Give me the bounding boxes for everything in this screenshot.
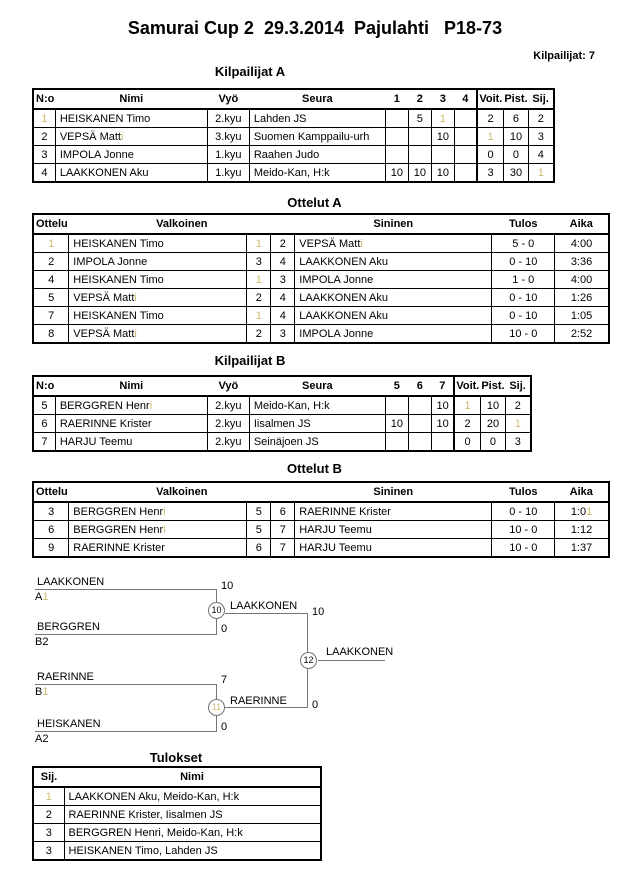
section-title-ottelut-a: Ottelut A: [287, 195, 342, 210]
cell: 10: [503, 128, 528, 146]
faint-text: 1: [255, 273, 262, 286]
section-title-kilpailijat-a: Kilpailijat A: [214, 64, 286, 79]
cell: 5: [247, 521, 271, 539]
cell: 10 - 0: [492, 325, 555, 344]
cell: 4:00: [555, 271, 609, 289]
column-header: Nimi: [55, 376, 207, 396]
competitors-count: Kilpailijat: 7: [533, 50, 595, 62]
cell: LAAKKONEN Aku: [295, 289, 492, 307]
column-header: Sij.: [506, 376, 531, 396]
cell: 3: [33, 824, 64, 842]
cell: 2.kyu: [207, 433, 249, 452]
cell: 9: [33, 539, 69, 558]
table-row: [33, 824, 321, 842]
cell: 4: [271, 289, 295, 307]
column-header: Aika: [555, 214, 609, 234]
column-header: Aika: [555, 482, 609, 502]
bracket-player-name: RAERINNE: [37, 671, 94, 683]
cell: 4: [529, 146, 554, 164]
faint-text: 1: [45, 790, 52, 803]
cell: 3: [33, 502, 69, 521]
bracket-match-number: 12: [300, 652, 317, 669]
bracket-player-name: BERGGREN: [37, 621, 100, 633]
cell: 10: [385, 415, 408, 433]
cell: 2.kyu: [207, 396, 249, 415]
cell: 5: [33, 396, 55, 415]
cell: 7: [271, 521, 295, 539]
cell: 4: [271, 307, 295, 325]
faint-text: 1: [586, 505, 593, 518]
cell: 2: [529, 109, 554, 128]
bracket-line: [35, 634, 217, 635]
cell: HARJU Teemu: [295, 521, 492, 539]
bracket-match-number: [208, 699, 225, 716]
cell: 7: [33, 307, 69, 325]
cell: 5: [247, 502, 271, 521]
table-row: [33, 806, 321, 824]
cell: 3: [477, 164, 503, 183]
bracket-match-number: 10: [208, 602, 225, 619]
cell: 4:00: [555, 234, 609, 253]
cell: 4: [33, 164, 55, 183]
cell: BERGGREN Henri, Meido-Kan, H:k: [64, 824, 321, 842]
cell: 4: [271, 253, 295, 271]
cell: 0: [480, 433, 505, 452]
cell: 2.kyu: [207, 109, 249, 128]
cell: Seinäjoen JS: [249, 433, 385, 452]
bracket-seed-label: B2: [35, 636, 49, 648]
cell: 6: [247, 539, 271, 558]
cell: VEPSÄ Matti: [55, 128, 207, 146]
cell: BERGGREN Henri: [69, 502, 247, 521]
cell: 2: [247, 325, 271, 344]
cell: LAAKKONEN Aku, Meido-Kan, H:k: [64, 787, 321, 806]
faint-text: i: [149, 399, 153, 412]
bracket-line: [35, 731, 217, 732]
cell: 1.kyu: [207, 146, 249, 164]
cell: 10: [431, 396, 454, 415]
section-title-tulokset: Tulokset: [149, 750, 203, 765]
cell: Raahen Judo: [249, 146, 385, 164]
cell: 0: [477, 146, 503, 164]
cell: 0: [503, 146, 528, 164]
column-header: 1: [385, 89, 408, 109]
faint-text: 11: [211, 702, 222, 712]
cell: 5: [408, 109, 431, 128]
column-header: 2: [408, 89, 431, 109]
column-header: Seura: [249, 376, 385, 396]
cell: 3: [529, 128, 554, 146]
column-header: Vyö: [207, 376, 249, 396]
cell: 2: [33, 253, 69, 271]
faint-text: 1: [255, 309, 262, 322]
column-header: 3: [431, 89, 454, 109]
cell: 1:12: [555, 521, 609, 539]
bracket-line: [318, 660, 385, 661]
faint-text: i: [360, 237, 363, 250]
bracket-seed-label: B1: [35, 686, 49, 698]
column-header: Sininen: [295, 214, 492, 234]
faint-text: i: [134, 291, 137, 304]
cell: BERGGREN Henri: [69, 521, 247, 539]
cell: IMPOLA Jonne: [69, 253, 247, 271]
faint-text: 1: [464, 399, 471, 412]
cell: 1.kyu: [207, 164, 249, 183]
cell: 0 - 10: [492, 289, 555, 307]
faint-text: 1: [255, 237, 262, 250]
bracket-score: 0: [221, 623, 228, 635]
column-header: Ottelu: [33, 214, 69, 234]
column-header: Voit.: [454, 376, 480, 396]
faint-text: i: [163, 505, 166, 518]
cell: 6: [271, 502, 295, 521]
cell: 0 - 10: [492, 307, 555, 325]
cell: RAERINNE Krister: [69, 539, 247, 558]
cell: 2: [477, 109, 503, 128]
cell: LAAKKONEN Aku: [55, 164, 207, 183]
cell: Lahden JS: [249, 109, 385, 128]
faint-text: 1: [537, 166, 544, 179]
page-title: Samurai Cup 2 29.3.2014 Pajulahti P18-73: [127, 18, 503, 38]
cell: HARJU Teemu: [55, 433, 207, 452]
cell: 2:52: [555, 325, 609, 344]
column-header: Ottelu: [33, 482, 69, 502]
cell: 3.kyu: [207, 128, 249, 146]
cell: IMPOLA Jonne: [295, 325, 492, 344]
column-header: 5: [385, 376, 408, 396]
column-header: 4: [454, 89, 477, 109]
bracket-line: [35, 589, 217, 590]
cell: 10: [480, 396, 505, 415]
cell: 10: [431, 415, 454, 433]
cell: 10 - 0: [492, 521, 555, 539]
cell: Suomen Kamppailu-urh: [249, 128, 385, 146]
cell: 1:01: [555, 502, 609, 521]
cell: 5: [33, 289, 69, 307]
faint-text: i: [163, 523, 166, 536]
cell: 2: [506, 396, 531, 415]
cell: 3: [33, 842, 64, 861]
cell: 6: [503, 109, 528, 128]
column-header: Valkoinen: [69, 482, 295, 502]
faint-text: 1: [42, 686, 49, 698]
bracket-score: 10: [312, 606, 325, 618]
faint-text: 1: [48, 237, 55, 250]
cell: HEISKANEN Timo: [69, 234, 247, 253]
column-header: Voit.: [477, 89, 503, 109]
cell: RAERINNE Krister: [295, 502, 492, 521]
bracket-winner-name: LAAKKONEN: [326, 646, 394, 658]
faint-text: 1: [439, 112, 446, 125]
cell: 10: [431, 164, 454, 183]
column-header: Vyö: [207, 89, 249, 109]
cell: 3: [247, 253, 271, 271]
faint-text: i: [120, 130, 124, 143]
column-header: Sininen: [295, 482, 492, 502]
cell: 10 - 0: [492, 539, 555, 558]
header-row: [33, 767, 321, 787]
cell: 1 - 0: [492, 271, 555, 289]
column-header: 6: [408, 376, 431, 396]
bracket-score: 0: [221, 721, 228, 733]
column-header: N:o: [33, 376, 55, 396]
cell: 4: [33, 271, 69, 289]
cell: IMPOLA Jonne: [295, 271, 492, 289]
bracket-line: [225, 613, 308, 614]
cell: LAAKKONEN Aku: [295, 253, 492, 271]
column-header: Pist.: [480, 376, 505, 396]
column-header: N:o: [33, 89, 55, 109]
cell: LAAKKONEN Aku: [295, 307, 492, 325]
cell: 3: [271, 325, 295, 344]
cell: 3:36: [555, 253, 609, 271]
cell: HEISKANEN Timo: [55, 109, 207, 128]
cell: 1:26: [555, 289, 609, 307]
cell: Iisalmen JS: [249, 415, 385, 433]
cell: [33, 787, 64, 806]
cell: RAERINNE Krister, Iisalmen JS: [64, 806, 321, 824]
column-header: Pist.: [503, 89, 528, 109]
cell: VEPSÄ Matti: [295, 234, 492, 253]
column-header: Tulos: [492, 214, 555, 234]
faint-text: 1: [42, 591, 49, 603]
cell: 3: [33, 146, 55, 164]
bracket-player-name: LAAKKONEN: [37, 576, 105, 588]
bracket-score: 0: [312, 699, 319, 711]
cell: 10: [431, 128, 454, 146]
cell: 2: [33, 128, 55, 146]
cell: Meido-Kan, H:k: [249, 396, 385, 415]
column-header: Nimi: [64, 767, 321, 787]
cell: 30: [503, 164, 528, 183]
cell: 2.kyu: [207, 415, 249, 433]
cell: HEISKANEN Timo: [69, 271, 247, 289]
cell: IMPOLA Jonne: [55, 146, 207, 164]
cell: 6: [33, 415, 55, 433]
cell: 2: [247, 289, 271, 307]
bracket-seed-label: A2: [35, 733, 49, 745]
column-header: 7: [431, 376, 454, 396]
column-header: Valkoinen: [69, 214, 295, 234]
bracket-winner-name: LAAKKONEN: [230, 600, 298, 612]
cell: 1:37: [555, 539, 609, 558]
column-header: Seura: [249, 89, 385, 109]
cell: 2: [454, 415, 480, 433]
table-row: [33, 787, 321, 806]
cell: RAERINNE Krister: [55, 415, 207, 433]
cell: 20: [480, 415, 505, 433]
section-title-kilpailijat-b: Kilpailijat B: [214, 353, 286, 368]
bracket-player-name: HEISKANEN: [37, 718, 101, 730]
cell: 0 - 10: [492, 502, 555, 521]
bracket-seed-label: A1: [35, 591, 49, 603]
cell: 3: [271, 271, 295, 289]
cell: VEPSÄ Matti: [69, 289, 247, 307]
faint-text: 1: [41, 112, 48, 125]
cell: 8: [33, 325, 69, 344]
bracket-winner-name: RAERINNE: [230, 695, 287, 707]
cell: 0 - 10: [492, 253, 555, 271]
cell: HEISKANEN Timo, Lahden JS: [64, 842, 321, 861]
bracket-score: 10: [221, 580, 234, 592]
column-header: Sij.: [529, 89, 554, 109]
table-row: [33, 842, 321, 861]
cell: BERGGREN Henri: [55, 396, 207, 415]
bracket-line: [35, 684, 217, 685]
faint-text: 1: [514, 417, 521, 430]
cell: 6: [33, 521, 69, 539]
cell: 0: [454, 433, 480, 452]
faint-text: 1: [487, 130, 494, 143]
cell: HEISKANEN Timo: [69, 307, 247, 325]
cell: 10: [408, 164, 431, 183]
column-header: Nimi: [55, 89, 207, 109]
cell: VEPSÄ Matti: [69, 325, 247, 344]
section-title-ottelut-b: Ottelut B: [287, 461, 342, 476]
cell: HARJU Teemu: [295, 539, 492, 558]
cell: 7: [271, 539, 295, 558]
bracket-score: 7: [221, 674, 228, 686]
cell: 7: [33, 433, 55, 452]
table-tulokset: [32, 766, 322, 861]
column-header: Sij.: [33, 767, 64, 787]
cell: 2: [33, 806, 64, 824]
cell: 3: [506, 433, 531, 452]
cell: 5 - 0: [492, 234, 555, 253]
cell: 2: [271, 234, 295, 253]
bracket-line: [225, 707, 308, 708]
cell: 10: [385, 164, 408, 183]
cell: 1:05: [555, 307, 609, 325]
cell: Meido-Kan, H:k: [249, 164, 385, 183]
column-header: Tulos: [492, 482, 555, 502]
faint-text: i: [134, 327, 137, 340]
